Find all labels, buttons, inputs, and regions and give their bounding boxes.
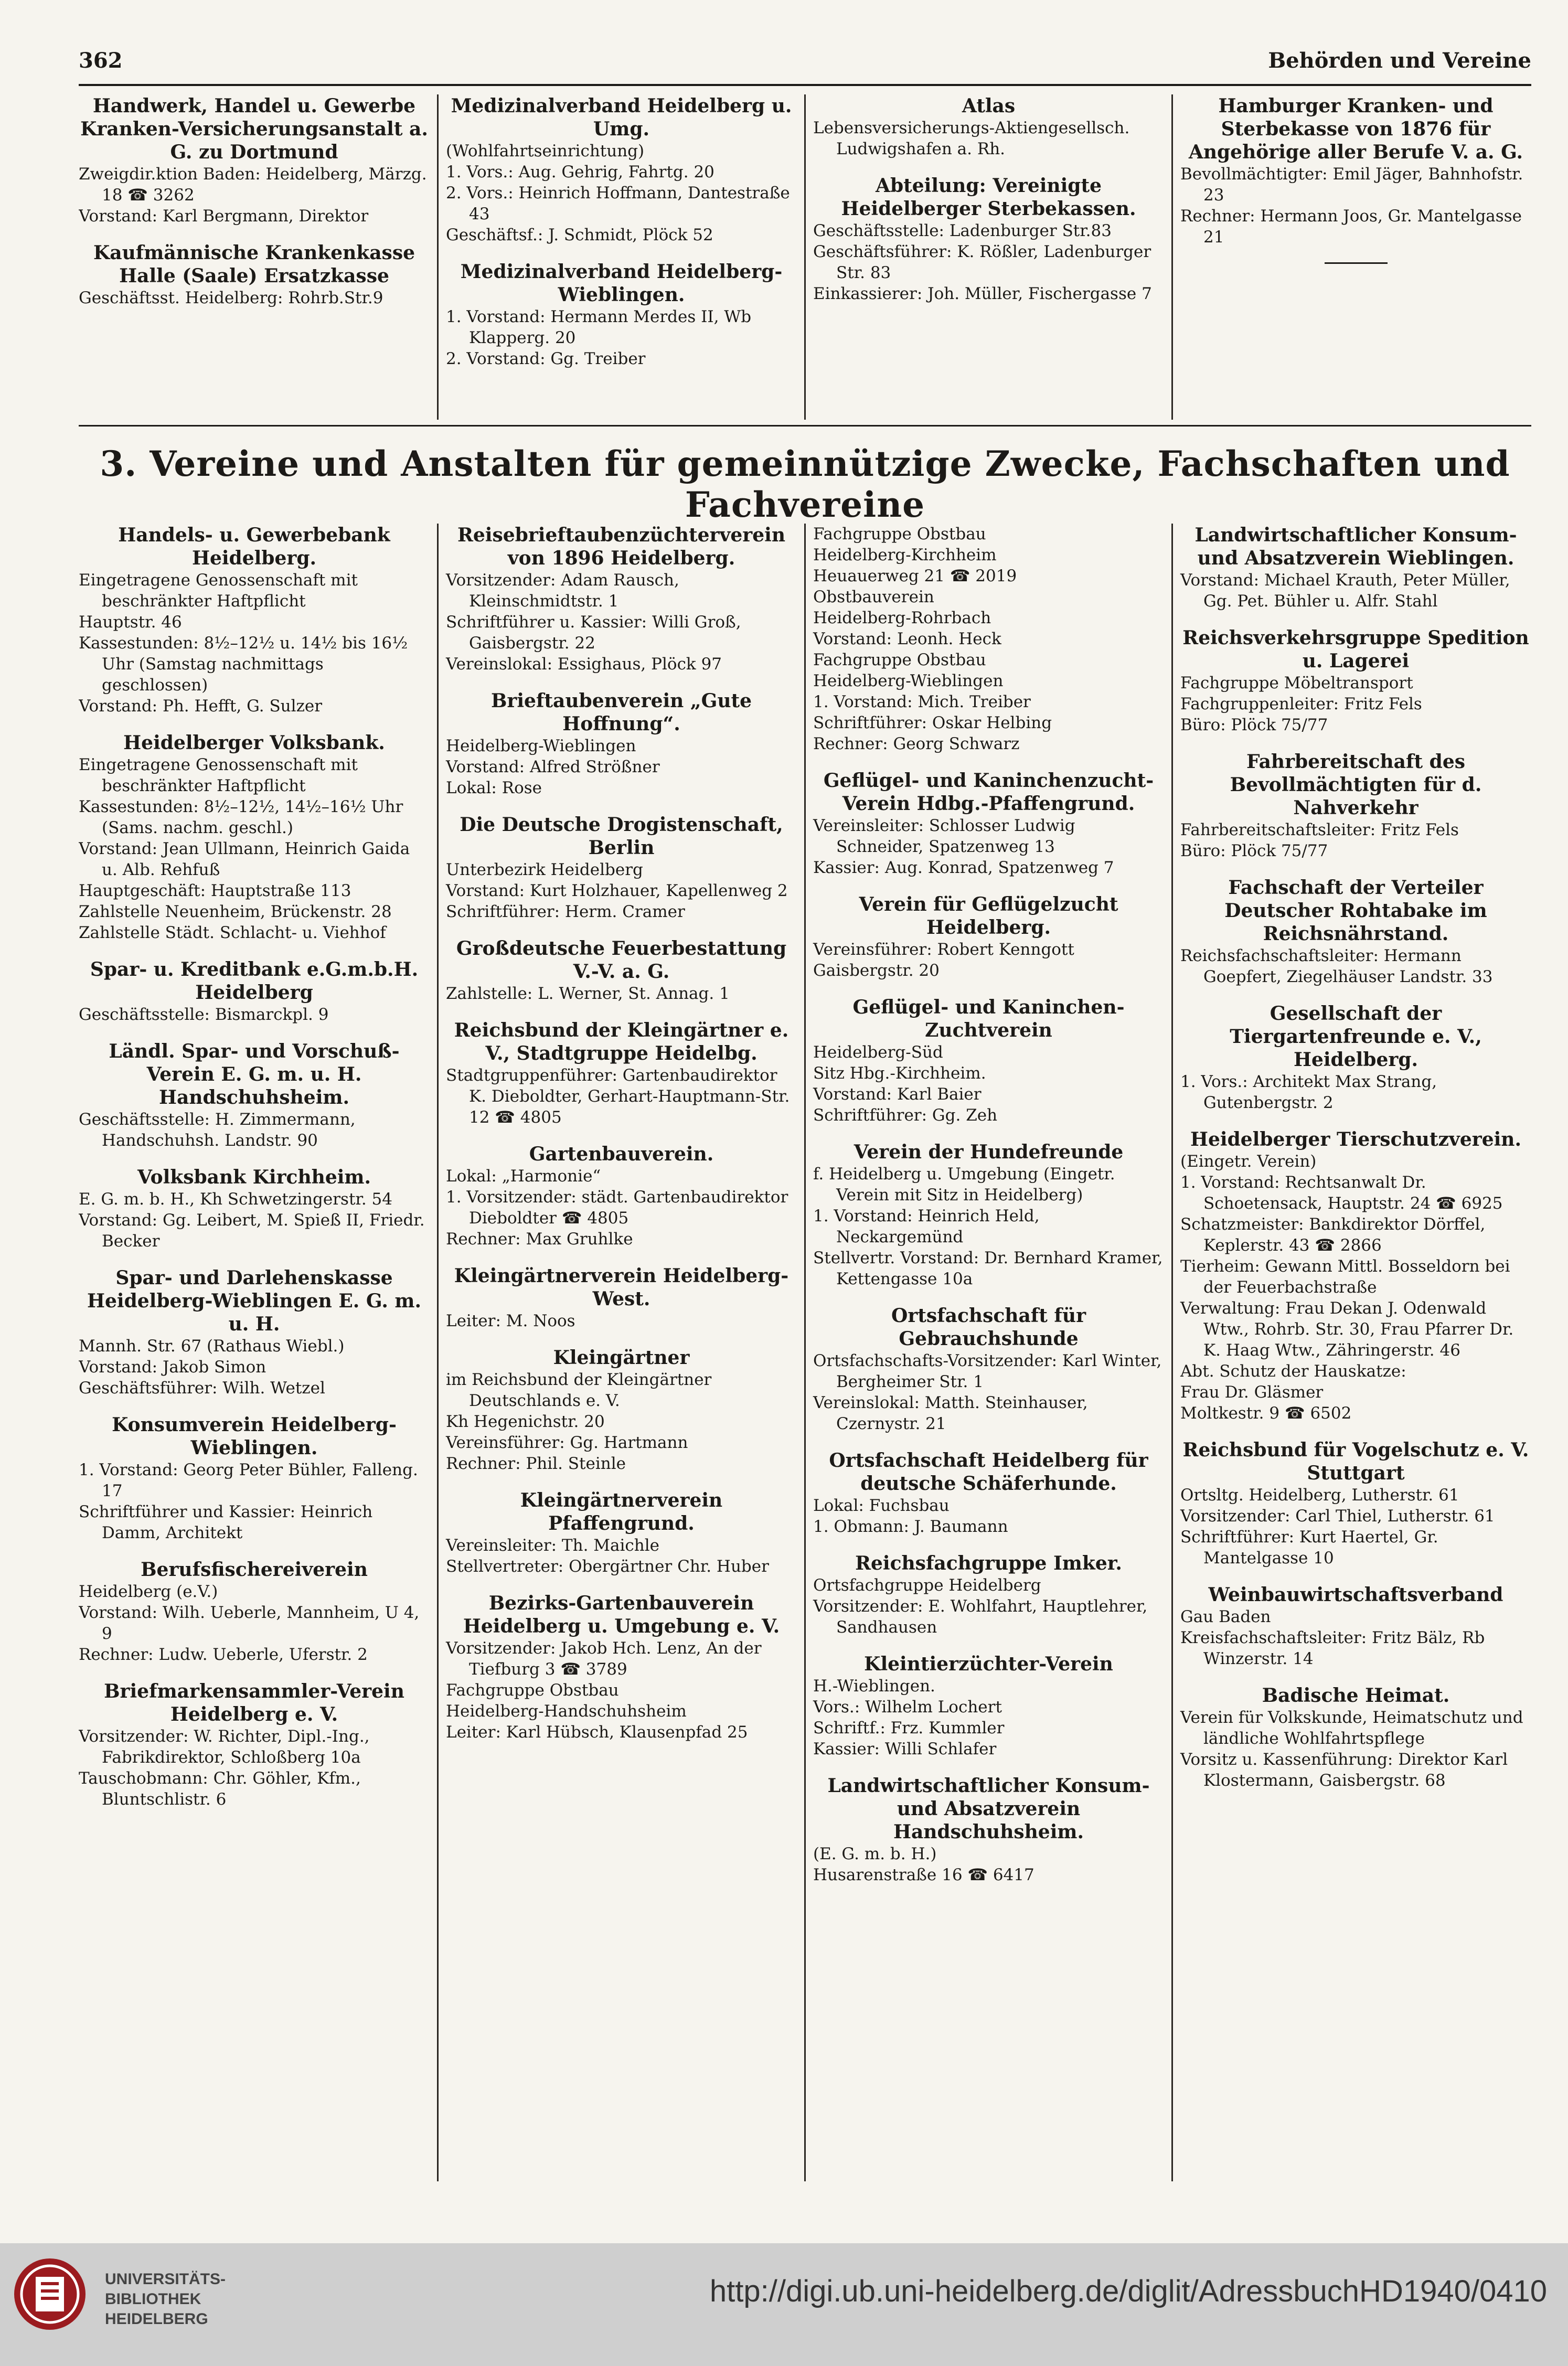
entry-line: Kh Hegenichstr. 20 (446, 1412, 605, 1431)
entry-line: Lokal: Fuchsbau (813, 1496, 950, 1515)
entry-title: Reichsverkehrsgruppe Spedition u. Lagerei (1182, 627, 1529, 672)
directory-entry (1180, 1684, 1531, 1791)
entry-line: Geschäftsstelle: Ladenburger Str.83 (813, 221, 1112, 240)
directory-entry (446, 524, 797, 675)
entry-title: Badische Heimat. (1262, 1685, 1450, 1707)
entry-line: 1. Vorstand: Georg Peter Bühler, Falleng. 17 (79, 1461, 418, 1500)
entry-line: Vorsitzender: W. Richter, Dipl.-Ing., Fabrikdirektor, Schloßberg 10a (79, 1727, 370, 1767)
entry-line: Geschäftsstelle: H. Zimmermann, Handschuhsh. Landstr. 90 (79, 1110, 356, 1150)
entry-line: Büro: Plöck 75/77 (1180, 841, 1328, 860)
entry-line: Frau Dr. Gläsmer (1180, 1383, 1324, 1402)
entry-line: Heidelberg-Handschuhsheim (446, 1702, 687, 1721)
entry-line: Büro: Plöck 75/77 (1180, 716, 1328, 734)
directory-entry (1180, 1438, 1531, 1569)
entry-line: Stellvertreter: Obergärtner Chr. Huber (446, 1557, 769, 1576)
entry-line: Geschäftsstelle: Bismarckpl. 9 (79, 1005, 329, 1024)
entry-line: Rechner: Hermann Joos, Gr. Mantelgasse 21 (1180, 207, 1522, 247)
entry-line: Kassier: Aug. Konrad, Spatzenweg 7 (813, 858, 1114, 877)
section-divider (79, 425, 1531, 427)
entry-line: Vorsitz u. Kassenführung: Direktor Karl Klostermann, Gaisbergstr. 68 (1180, 1750, 1508, 1790)
entry-line: Stadtgruppenführer: Gartenbaudirektor K. Dieboldter, Gerhart-Hauptmann-Str. 12 ☎ 4805 (446, 1066, 790, 1127)
source-url-link[interactable]: http://digi.ub.uni-heidelberg.de/diglit/AdressbuchHD1940/0410 (709, 2274, 1547, 2308)
text-column (1171, 524, 1531, 2181)
entry-line: Bevollmächtigter: Emil Jäger, Bahnhofstr. 23 (1180, 165, 1523, 205)
entry-line: 1. Vorsitzender: städt. Gartenbaudirektor Dieboldter ☎ 4805 (446, 1188, 788, 1228)
entry-line: Vorstand: Leonh. Heck (813, 630, 1001, 648)
directory-entry (813, 174, 1164, 304)
directory-entry (79, 731, 430, 943)
entry-line: Zahlstelle Neuenheim, Brückenstr. 28 (79, 902, 392, 921)
top-section-columns (79, 94, 1531, 420)
entry-line: Heuauerweg 21 ☎ 2019 (813, 567, 1017, 585)
entry-line: Vorstand: Jakob Simon (79, 1358, 266, 1377)
entry-title: Brieftaubenverein „Gute Hoffnung“. (490, 690, 752, 735)
directory-entry (446, 1143, 797, 1250)
page-number: 362 (79, 48, 123, 73)
entry-title: Berufsfischereiverein (141, 1559, 368, 1581)
directory-entry (79, 94, 430, 227)
entry-title: Landwirtschaftlicher Konsum- und Absatzverein Wieblingen. (1194, 524, 1517, 569)
directory-entry (1180, 1128, 1531, 1424)
entry-line: Heidelberg-Rohrbach (813, 609, 991, 627)
entry-line: Vereinsleiter: Schlosser Ludwig Schneider, Spatzenweg 13 (813, 816, 1075, 856)
entry-line: Eingetragene Genossenschaft mit beschränkter Haftpflicht (79, 571, 358, 611)
entry-line: Vereinsführer: Robert Kenngott (813, 940, 1074, 959)
entry-line: Heidelberg (e.V.) (79, 1582, 218, 1601)
directory-entry (1180, 1583, 1531, 1669)
directory-entry (1180, 750, 1531, 861)
entry-line: Schriftführer und Kassier: Heinrich Damm, Architekt (79, 1502, 373, 1542)
text-column (79, 94, 437, 420)
entry-line: (Wohlfahrtseinrichtung) (446, 142, 645, 161)
entry-line: E. G. m. b. H., Kh Schwetzingerstr. 54 (79, 1190, 392, 1209)
entry-title: Heidelberger Tierschutzverein. (1190, 1128, 1521, 1150)
entry-title: Bezirks-Gartenbauverein Heidelberg u. Umgebung e. V. (463, 1592, 780, 1637)
directory-entry (79, 524, 430, 717)
entry-line: Moltkestr. 9 ☎ 6502 (1180, 1404, 1352, 1423)
directory-entry (446, 937, 797, 1004)
entry-line: (Eingetr. Verein) (1180, 1152, 1317, 1171)
directory-entry (1180, 524, 1531, 612)
entry-title: Kleintierzüchter-Verein (864, 1653, 1113, 1675)
entry-line: Gaisbergstr. 20 (813, 961, 940, 980)
directory-entry (813, 1552, 1164, 1638)
entry-title: Handels- u. Gewerbebank Heidelberg. (118, 524, 390, 569)
entry-line: Sitz Hbg.-Kirchheim. (813, 1064, 986, 1083)
entry-line: Vorstand: Karl Bergmann, Direktor (79, 207, 369, 226)
directory-entry (79, 241, 430, 308)
entry-title: Handwerk, Handel u. Gewerbe Kranken-Versicherungsanstalt a. G. zu Dortmund (80, 95, 428, 163)
directory-entry (79, 1166, 430, 1252)
entry-line: Rechner: Phil. Steinle (446, 1454, 626, 1473)
entry-line: Husarenstraße 16 ☎ 6417 (813, 1866, 1034, 1884)
entry-title: Großdeutsche Feuerbestattung V.-V. a. G. (456, 937, 787, 983)
university-library-logo-icon (10, 2255, 89, 2333)
entry-line: Einkassierer: Joh. Müller, Fischergasse 7 (813, 284, 1152, 303)
entry-line: Ortsfachschafts-Vorsitzender: Karl Winter, Bergheimer Str. 1 (813, 1351, 1162, 1391)
entry-line: Leiter: Karl Hübsch, Klausenpfad 25 (446, 1723, 748, 1742)
entry-line: Fachgruppenleiter: Fritz Fels (1180, 695, 1422, 713)
directory-entry (1180, 626, 1531, 736)
entry-title: Fachschaft der Verteiler Deutscher Rohtabake im Reichsnährstand. (1224, 877, 1487, 945)
entry-title: Geflügel- und Kaninchenzucht-Verein Hdbg.-Pfaffengrund. (823, 770, 1154, 815)
entry-title: Abteilung: Vereinigte Heidelberger Sterbekassen. (841, 175, 1136, 220)
entry-title: Kleingärtner (553, 1347, 690, 1369)
entry-line: Heidelberg-Wieblingen (813, 672, 1004, 690)
entry-line: Geschäftsführer: K. Rößler, Ladenburger Str. 83 (813, 242, 1151, 282)
entry-title: Kleingärtnerverein Pfaffengrund. (520, 1489, 723, 1534)
entry-title: Fahrbereitschaft des Bevollmächtigten für d. Nahverkehr (1230, 751, 1482, 819)
entry-line: Schriftführer: Kurt Haertel, Gr. Mantelgasse 10 (1180, 1528, 1438, 1568)
entry-line: Vorstand: Karl Baier (813, 1085, 982, 1104)
entry-line: Tierheim: Gewann Mittl. Bosseldorn bei der Feuerbachstraße (1180, 1257, 1510, 1297)
library-name (105, 2269, 226, 2329)
directory-entry (813, 996, 1164, 1126)
entry-line: 2. Vors.: Heinrich Hoffmann, Dantestraße 43 (446, 184, 790, 223)
text-column (1171, 94, 1531, 420)
entry-line: Schriftf.: Frz. Kummler (813, 1719, 1005, 1738)
entry-title: Geflügel- und Kaninchen-Zuchtverein (852, 996, 1125, 1041)
directory-entry (1180, 1002, 1531, 1113)
header-rule (79, 84, 1531, 86)
entry-title: Reisebrieftaubenzüchterverein von 1896 Heidelberg. (457, 524, 785, 569)
directory-entry (79, 1266, 430, 1399)
entry-line: Schriftführer: Gg. Zeh (813, 1106, 998, 1125)
entry-title: Gesellschaft der Tiergartenfreunde e. V., Heidelberg. (1230, 1003, 1482, 1071)
entry-title: Verein für Geflügelzucht Heidelberg. (859, 893, 1118, 939)
library-name-line: BIBLIOTHEK (105, 2290, 201, 2308)
directory-entry (1180, 876, 1531, 987)
entry-line: im Reichsbund der Kleingärtner Deutschlands e. V. (446, 1370, 712, 1410)
entry-line: Leiter: M. Noos (446, 1312, 575, 1330)
text-column (437, 524, 804, 2181)
directory-entry (79, 958, 430, 1025)
directory-entry (813, 1653, 1164, 1760)
library-name-line: UNIVERSITÄTS- (105, 2271, 226, 2288)
entry-line: Hauptstr. 46 (79, 613, 182, 632)
entry-line: 1. Obmann: J. Baumann (813, 1517, 1008, 1536)
directory-entry (446, 1489, 797, 1577)
entry-line: 1. Vorstand: Mich. Treiber (813, 692, 1031, 711)
short-rule (1325, 262, 1388, 264)
section-title: 3. Vereine und Anstalten für gemeinnützige Zwecke, Fachschaften und Fachvereine (100, 443, 1510, 525)
main-section-columns (79, 524, 1531, 2181)
entry-line: Geschäftsf.: J. Schmidt, Plöck 52 (446, 226, 713, 244)
entry-line: Gau Baden (1180, 1607, 1271, 1626)
entry-line: Fachgruppe Obstbau (813, 525, 986, 543)
entry-line: Vorsitzender: Adam Rausch, Kleinschmidtstr. 1 (446, 571, 679, 611)
directory-entry (813, 524, 1164, 754)
entry-line: Vereinsführer: Gg. Hartmann (446, 1433, 688, 1452)
entry-line: Vereinslokal: Matth. Steinhauser, Czernystr. 21 (813, 1393, 1088, 1433)
directory-entry (446, 813, 797, 922)
text-column (804, 524, 1171, 2181)
entry-title: Medizinalverband Heidelberg u. Umg. (451, 95, 792, 140)
entry-line: Fachgruppe Möbeltransport (1180, 674, 1413, 692)
entry-line: 2. Vorstand: Gg. Treiber (446, 349, 646, 368)
text-column (437, 94, 804, 420)
entry-line: Vorstand: Michael Krauth, Peter Müller, Gg. Pet. Bühler u. Alfr. Stahl (1180, 571, 1510, 611)
directory-entry (446, 94, 797, 246)
text-column (804, 94, 1171, 420)
entry-line: 1. Vorstand: Heinrich Held, Neckargemünd (813, 1207, 1040, 1246)
directory-entry (79, 1413, 430, 1543)
entry-line: Zweigdir.ktion Baden: Heidelberg, Märzg. 18 ☎ 3262 (79, 165, 427, 205)
entry-line: 1. Vors.: Architekt Max Strang, Gutenbergstr. 2 (1180, 1072, 1437, 1112)
entry-line: Mannh. Str. 67 (Rathaus Wiebl.) (79, 1337, 345, 1356)
entry-line: Schatzmeister: Bankdirektor Dörffel, Keplerstr. 43 ☎ 2866 (1180, 1215, 1486, 1255)
entry-title: Briefmarkensammler-Verein Heidelberg e. V. (104, 1680, 404, 1725)
entry-title: Ländl. Spar- und Vorschuß-Verein E. G. m. u. H. Handschuhsheim. (109, 1040, 400, 1109)
entry-title: Konsumverein Heidelberg-Wieblingen. (112, 1414, 397, 1459)
entry-line: Vorsitzender: E. Wohlfahrt, Hauptlehrer, Sandhausen (813, 1597, 1148, 1637)
directory-entry (813, 1774, 1164, 1885)
entry-line: Zahlstelle Städt. Schlacht- u. Viehhof (79, 923, 386, 942)
directory-entry (813, 94, 1164, 159)
entry-line: Ortsltg. Heidelberg, Lutherstr. 61 (1180, 1486, 1459, 1505)
entry-line: Fachgruppe Obstbau (813, 651, 986, 669)
entry-line: Fahrbereitschaftsleiter: Fritz Fels (1180, 820, 1459, 839)
directory-entry (446, 1346, 797, 1474)
page-header (79, 48, 1531, 80)
entry-title: Reichsfachgruppe Imker. (855, 1552, 1122, 1574)
entry-line: 1. Vorstand: Hermann Merdes II, Wb Klapperg. 20 (446, 307, 752, 347)
entry-title: Atlas (962, 95, 1016, 117)
running-title: Behörden und Vereine (1268, 48, 1531, 73)
entry-line: Heidelberg-Wieblingen (446, 737, 636, 755)
entry-line: Vorstand: Kurt Holzhauer, Kapellenweg 2 (446, 881, 788, 900)
entry-line: Kassier: Willi Schlafer (813, 1740, 997, 1758)
entry-line: Unterbezirk Heidelberg (446, 860, 643, 879)
entry-title: Ortsfachschaft für Gebrauchshunde (891, 1305, 1086, 1350)
entry-line: Vorstand: Alfred Strößner (446, 758, 660, 776)
entry-line: Ortsfachgruppe Heidelberg (813, 1576, 1041, 1595)
entry-line: Heidelberg-Kirchheim (813, 546, 997, 564)
entry-line: (E. G. m. b. H.) (813, 1845, 937, 1863)
directory-entry (79, 1680, 430, 1810)
directory-entry (813, 1449, 1164, 1537)
entry-line: Vorstand: Jean Ullmann, Heinrich Gaida u. Alb. Rehfuß (79, 839, 410, 879)
entry-line: Schriftführer: Oskar Helbing (813, 713, 1052, 732)
entry-line: Vereinslokal: Essighaus, Plöck 97 (446, 655, 722, 674)
text-column (79, 524, 437, 2181)
entry-line: Vorstand: Ph. Hefft, G. Sulzer (79, 697, 323, 716)
entry-title: Spar- u. Kreditbank e.G.m.b.H. Heidelberg (90, 958, 419, 1004)
entry-line: Hauptgeschäft: Hauptstraße 113 (79, 881, 351, 900)
directory-entry (79, 1040, 430, 1151)
entry-line: Tauschobmann: Chr. Göhler, Kfm., Bluntschlistr. 6 (79, 1769, 361, 1809)
directory-entry (813, 1141, 1164, 1289)
entry-line: Schriftführer: Herm. Cramer (446, 902, 685, 921)
entry-line: Fachgruppe Obstbau (446, 1681, 619, 1700)
entry-line: Stellvertr. Vorstand: Dr. Bernhard Kramer, Kettengasse 10a (813, 1249, 1163, 1288)
directory-entry (813, 769, 1164, 878)
entry-line: Obstbauverein (813, 588, 934, 606)
directory-entry (446, 689, 797, 798)
entry-line: Vorstand: Wilh. Ueberle, Mannheim, U 4, 9 (79, 1603, 420, 1643)
directory-entry (446, 1264, 797, 1331)
directory-entry (446, 260, 797, 369)
entry-line: f. Heidelberg u. Umgebung (Eingetr. Verein mit Sitz in Heidelberg) (813, 1165, 1115, 1205)
entry-line: Lokal: „Harmonie“ (446, 1167, 601, 1186)
library-name-line: HEIDELBERG (105, 2310, 208, 2328)
entry-line: 1. Vorstand: Rechtsanwalt Dr. Schoetensack, Hauptstr. 24 ☎ 6925 (1180, 1173, 1503, 1213)
entry-line: Zahlstelle: L. Werner, St. Annag. 1 (446, 984, 730, 1003)
entry-title: Reichsbund der Kleingärtner e. V., Stadtgruppe Heidelbg. (454, 1019, 789, 1064)
entry-line: Abt. Schutz der Hauskatze: (1180, 1362, 1406, 1381)
entry-line: Kassestunden: 8½–12½, 14½–16½ Uhr (Sams. nachm. geschl.) (79, 797, 403, 837)
entry-line: Geschäftsführer: Wilh. Wetzel (79, 1379, 325, 1398)
entry-line: Vorstand: Gg. Leibert, M. Spieß II, Friedr. Becker (79, 1211, 425, 1251)
entry-title: Ortsfachschaft Heidelberg für deutsche Schäferhunde. (829, 1450, 1148, 1495)
entry-line: 1. Vors.: Aug. Gehrig, Fahrtg. 20 (446, 163, 714, 182)
entry-title: Kaufmännische Krankenkasse Halle (Saale) Ersatzkasse (93, 242, 415, 287)
entry-title: Spar- und Darlehenskasse Heidelberg-Wieblingen E. G. m. u. H. (87, 1267, 422, 1335)
entry-title: Reichsbund für Vogelschutz e. V. Stuttgart (1182, 1439, 1529, 1484)
directory-entry (446, 1592, 797, 1743)
entry-line: Geschäftsst. Heidelberg: Rohrb.Str.9 (79, 289, 383, 307)
entry-title: Kleingärtnerverein Heidelberg-West. (454, 1265, 789, 1310)
entry-line: Kassestunden: 8½–12½ u. 14½ bis 16½ Uhr (Samstag nachmittags geschlossen) (79, 634, 408, 695)
entry-line: Verwaltung: Frau Dekan J. Odenwald Wtw., Rohrb. Str. 30, Frau Pfarrer Dr. K. Haag Wtw., Zähringerstr. 46 (1180, 1299, 1514, 1360)
entry-line: Eingetragene Genossenschaft mit beschränkter Haftpflicht (79, 755, 358, 795)
entry-title: Die Deutsche Drogistenschaft, Berlin (460, 814, 783, 859)
entry-title: Weinbauwirtschaftsverband (1208, 1584, 1503, 1606)
entry-title: Landwirtschaftlicher Konsum- und Absatzverein Handschuhsheim. (827, 1775, 1150, 1843)
library-footer (0, 2243, 1568, 2366)
entry-title: Medizinalverband Heidelberg-Wieblingen. (460, 261, 783, 306)
entry-title: Volksbank Kirchheim. (137, 1166, 371, 1188)
directory-entry (446, 1019, 797, 1128)
directory-entry (1180, 94, 1531, 248)
entry-line: Vorsitzender: Jakob Hch. Lenz, An der Tiefburg 3 ☎ 3789 (446, 1639, 762, 1679)
entry-title: Verein der Hundefreunde (854, 1141, 1124, 1163)
entry-line: Lokal: Rose (446, 779, 542, 797)
directory-entry (813, 893, 1164, 981)
entry-line: Vors.: Wilhelm Lochert (813, 1698, 1002, 1717)
entry-title: Hamburger Kranken- und Sterbekasse von 1876 für Angehörige aller Berufe V. a. G. (1188, 95, 1523, 163)
entry-line: Heidelberg-Süd (813, 1043, 943, 1062)
entry-line: H.-Wieblingen. (813, 1677, 935, 1696)
entry-line: Rechner: Max Gruhlke (446, 1230, 633, 1249)
entry-line: Kreisfachschaftsleiter: Fritz Bälz, Rb Winzerstr. 14 (1180, 1628, 1485, 1668)
entry-line: Schriftführer u. Kassier: Willi Groß, Gaisbergstr. 22 (446, 613, 741, 653)
directory-entry (79, 1558, 430, 1665)
entry-line: Rechner: Ludw. Ueberle, Uferstr. 2 (79, 1645, 368, 1664)
entry-line: Reichsfachschaftsleiter: Hermann Goepfert, Ziegelhäuser Landstr. 33 (1180, 946, 1493, 986)
entry-line: Verein für Volkskunde, Heimatschutz und ländliche Wohlfahrtspflege (1180, 1708, 1523, 1748)
entry-line: Rechner: Georg Schwarz (813, 734, 1020, 753)
entry-line: Vorsitzender: Carl Thiel, Lutherstr. 61 (1180, 1507, 1495, 1526)
entry-line: Vereinsleiter: Th. Maichle (446, 1536, 660, 1555)
entry-title: Gartenbauverein. (529, 1143, 714, 1165)
directory-entry (813, 1304, 1164, 1434)
entry-title: Heidelberger Volksbank. (123, 732, 385, 754)
entry-line: Lebensversicherungs-Aktiengesellsch. Ludwigshafen a. Rh. (813, 119, 1130, 158)
